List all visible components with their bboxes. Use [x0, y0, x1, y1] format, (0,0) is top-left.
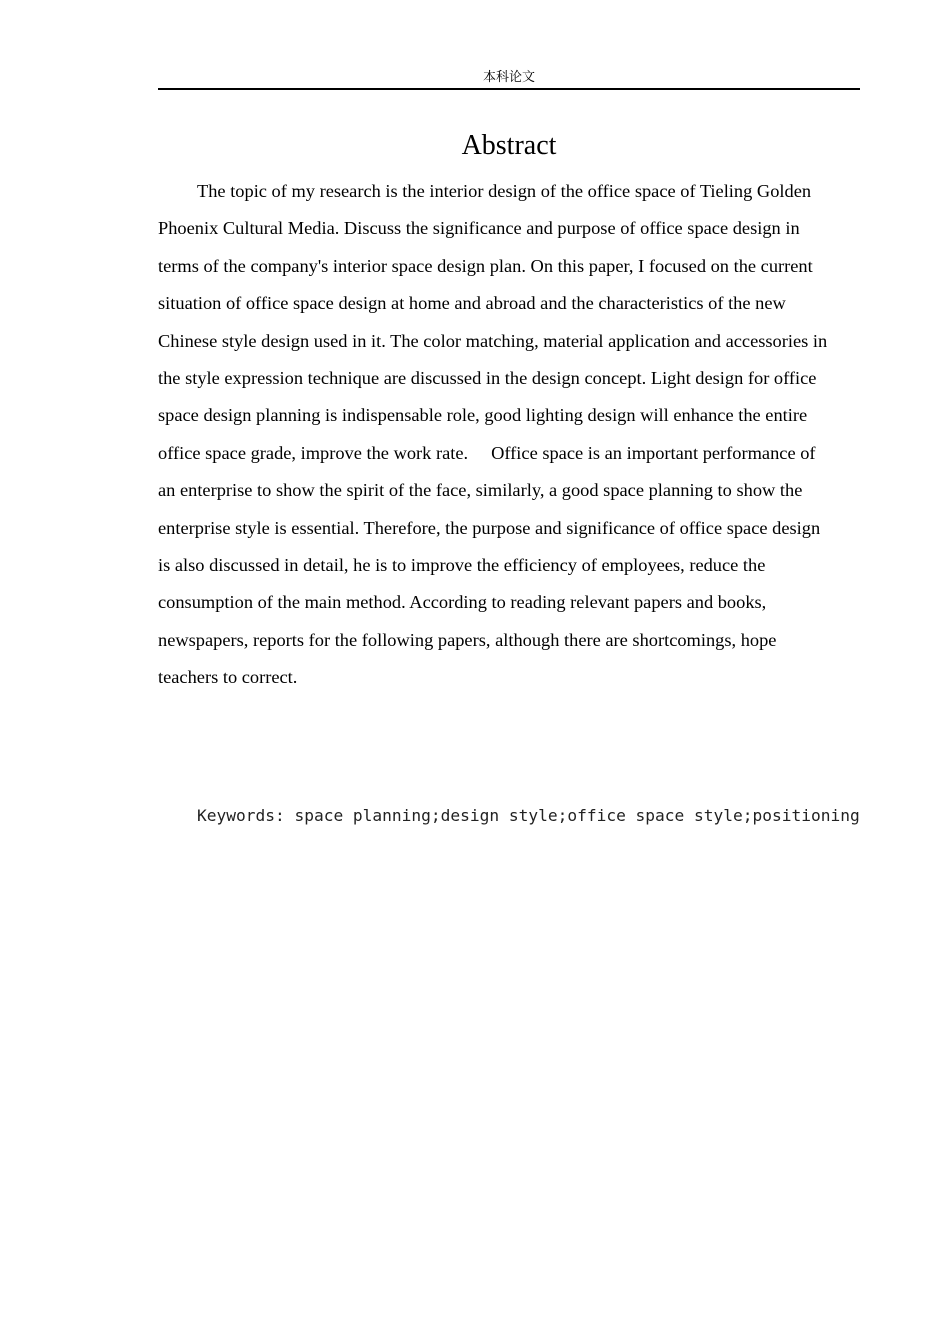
running-header: 本科论文 — [158, 68, 860, 90]
keywords-line: Keywords: space planning;design style;office space style;positioning — [197, 806, 860, 825]
abstract-body: The topic of my research is the interior design of the office space of Tieling Golden Phoenix Cultural Media. Discuss the significance and purpose of office space design in terms of the company's interior space design plan. On this paper, I focused on the current situation of office space design at home and abroad and the characteristics of the new Chinese style design used in it. The color matching, material application and accessories in the style expression technique are discussed in the design concept. Light design for office space design planning is indispensable role, good lighting design will enhance the entire office space grade, improve the work rate. Office space is an important performance of an enterprise to show the spirit of the face, similarly, a good space planning to show the enterprise style is essential. Therefore, the purpose and significance of office space design is also discussed in detail, he is to improve the efficiency of employees, reduce the consumption of the main method. According to reading relevant papers and books, newspapers, reports for the following papers, although there are shortcomings, hope teachers to correct. — [158, 181, 828, 688]
abstract-title: Abstract — [461, 130, 557, 161]
